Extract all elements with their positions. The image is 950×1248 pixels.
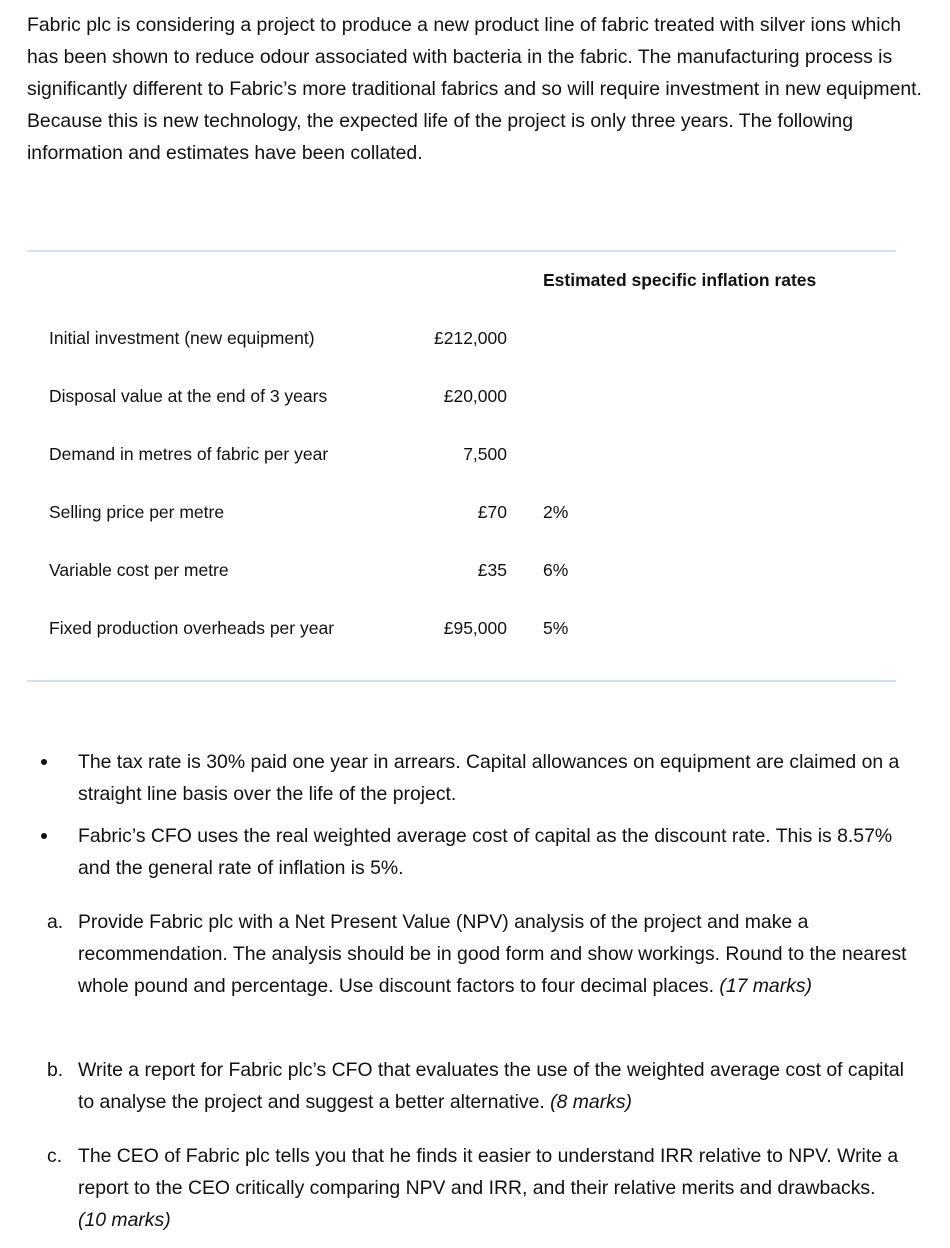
bullet-tax [78, 746, 908, 810]
row-label-disposal-value: Disposal value at the end of 3 years [49, 386, 328, 406]
row-value-demand: 7,500 [463, 444, 507, 464]
intro-paragraph: Fabric plc is considering a project to produce a new product line of fabric treated with silver ions which has been shown to reduce odour associated with bacteria in the fabric. The manufacturing process is significantly different to Fabric’s more traditional fabrics and so will require investment in new equipment. Because this is new technology, the expected life of the project is only three years. The following information and estimates have been collated. [27, 14, 922, 164]
question-a-marks: (17 marks) [719, 975, 813, 997]
question-b-letter: b. [47, 1059, 64, 1081]
row-value-variable-cost: £35 [477, 560, 507, 580]
question-a [47, 906, 908, 1002]
question-c-marks: (10 marks) [78, 1209, 171, 1231]
question-a-text: Provide Fabric plc with a Net Present Value (NPV) analysis of the project and make a recommendation. The analysis should be in good form and show workings. Round to the nearest whole pound and percentage. Use discount factors to four decimal places. [78, 911, 907, 997]
bullet-dot [41, 833, 47, 839]
table-top-rule [27, 250, 896, 252]
bullet-wacc [78, 820, 908, 884]
question-b-text: Write a report for Fabric plc’s CFO that evaluates the use of the weighted average cost of capital to analyse the project and suggest a better alternative. [78, 1059, 904, 1113]
question-b [47, 1054, 908, 1118]
row-value-initial-investment: £212,000 [434, 328, 507, 348]
row-rate-variable-cost: 6% [543, 560, 569, 580]
row-label-selling-price: Selling price per metre [49, 502, 225, 522]
row-label-variable-cost: Variable cost per metre [49, 560, 229, 580]
row-rate-fixed-overheads: 5% [543, 618, 569, 638]
question-a-letter: a. [47, 911, 64, 933]
table-bottom-rule [27, 680, 896, 682]
row-value-disposal-value: £20,000 [443, 386, 507, 406]
row-value-fixed-overheads: £95,000 [443, 618, 507, 638]
row-label-demand: Demand in metres of fabric per year [49, 444, 329, 464]
question-b-marks: (8 marks) [550, 1091, 633, 1113]
row-rate-selling-price: 2% [543, 502, 569, 522]
question-c [47, 1140, 908, 1236]
bullet-wacc-text: Fabric’s CFO uses the real weighted average cost of capital as the discount rate. This is 8.57% and the general rate of inflation is 5%. [78, 825, 893, 879]
question-c-text: The CEO of Fabric plc tells you that he finds it easier to understand IRR relative to NPV. Write a report to the CEO critically comparing NPV and IRR, and their relative merits and drawbacks. [78, 1145, 899, 1199]
row-label-initial-investment: Initial investment (new equipment) [49, 328, 315, 348]
row-label-fixed-overheads: Fixed production overheads per year [49, 618, 335, 638]
question-c-letter: c. [47, 1145, 63, 1167]
bullet-tax-text: The tax rate is 30% paid one year in arrears. Capital allowances on equipment are claimed on a straight line basis over the life of the project. [78, 751, 900, 805]
bullet-dot [41, 759, 47, 765]
inflation-rates-header: Estimated specific inflation rates [543, 270, 817, 290]
row-value-selling-price: £70 [477, 502, 507, 522]
